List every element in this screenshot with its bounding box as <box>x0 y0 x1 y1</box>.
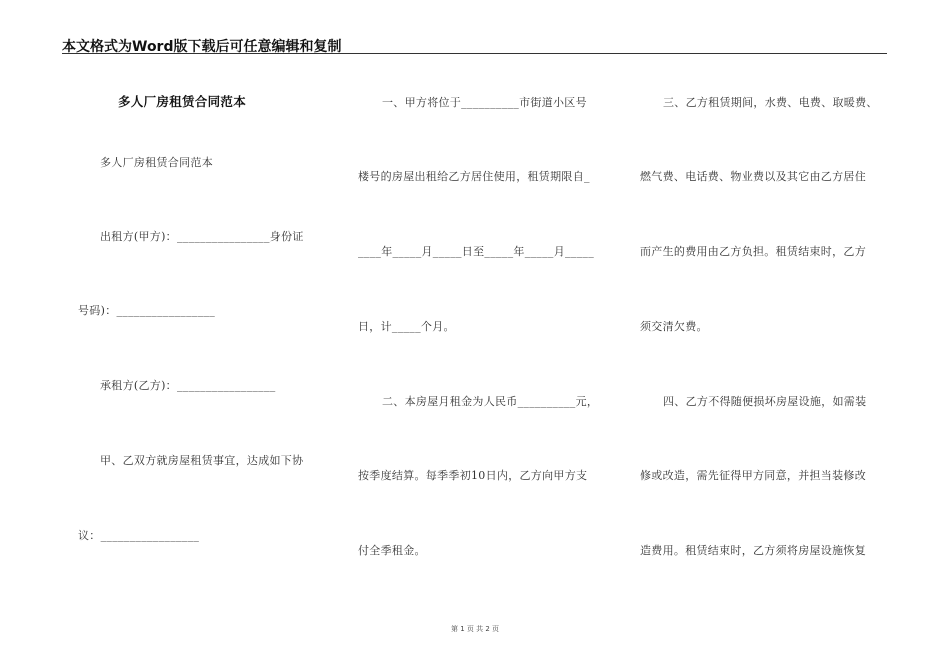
text-line: 甲、乙双方就房屋租赁事宜，达成如下协 <box>100 454 304 467</box>
text-line: 修或改造，需先征得甲方同意，并担当装修改 <box>640 469 866 482</box>
text-line: 三、乙方租赁期间，水费、电费、取暖费、 <box>663 96 878 109</box>
text-line: 一、甲方将位于__________市街道小区号 <box>382 96 587 109</box>
text-line: 多人厂房租赁合同范本 <box>100 156 213 169</box>
header-divider <box>62 53 887 54</box>
text-line: 按季度结算。每季季初10日内，乙方向甲方支 <box>358 469 588 482</box>
document-title: 多人厂房租赁合同范本 <box>118 94 247 109</box>
text-line: 而产生的费用由乙方负担。租赁结束时，乙方 <box>640 245 866 258</box>
text-line: 楼号的房屋出租给乙方居住使用，租赁期限自_ <box>358 170 590 183</box>
text-line: 燃气费、电话费、物业费以及其它由乙方居住 <box>640 170 866 183</box>
text-line: 日，计_____个月。 <box>358 320 455 333</box>
text-line: 付全季租金。 <box>358 544 426 557</box>
text-line: 四、乙方不得随便损坏房屋设施，如需装 <box>663 395 867 408</box>
text-line: 承租方(乙方)：_________________ <box>100 379 276 392</box>
document-banner: 本文格式为Word版下载后可任意编辑和复制 <box>62 39 342 55</box>
page-number: 第 1 页 共 2 页 <box>450 625 500 633</box>
text-line: 议：_________________ <box>78 529 200 542</box>
text-line: 号码)：_________________ <box>78 304 216 317</box>
text-line: 须交清欠费。 <box>640 320 708 333</box>
text-line: 出租方(甲方)：________________身份证 <box>100 230 304 243</box>
text-line: 造费用。租赁结束时，乙方须将房屋设施恢复 <box>640 544 866 557</box>
text-line: 二、本房屋月租金为人民币__________元， <box>382 395 599 408</box>
text-line: ____年_____月_____日至_____年_____月_____ <box>358 245 594 258</box>
